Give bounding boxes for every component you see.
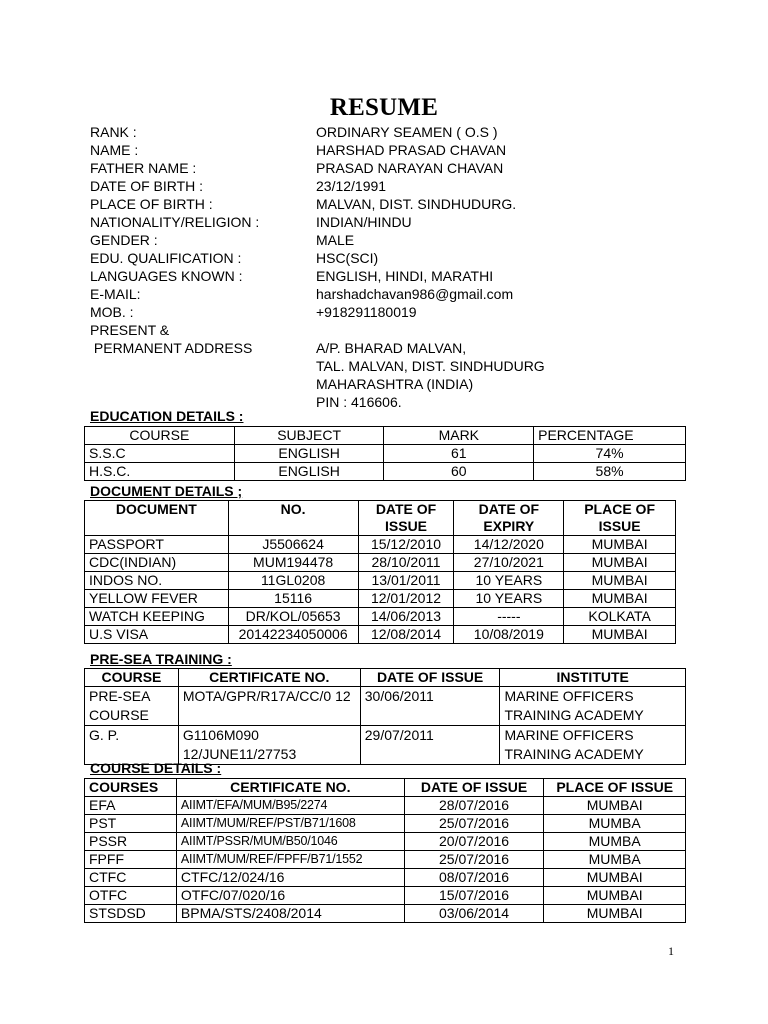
detail-row-qualification bbox=[90, 249, 710, 267]
table-cell: KOLKATA bbox=[564, 608, 676, 626]
detail-label: MOB. : bbox=[90, 304, 134, 320]
detail-value bbox=[316, 321, 710, 339]
column-header: CERTIFICATE NO. bbox=[176, 779, 404, 797]
table-cell: 27/10/2021 bbox=[454, 554, 564, 572]
detail-label: NAME : bbox=[90, 142, 139, 158]
table-cell: 12/08/2014 bbox=[358, 626, 454, 644]
page-number: 1 bbox=[668, 944, 674, 958]
table-cell: MUMBAI bbox=[564, 572, 676, 590]
table-cell: 11GL0208 bbox=[228, 572, 358, 590]
table-cell: BPMA/STS/2408/2014 bbox=[176, 905, 404, 923]
table-row bbox=[85, 687, 686, 726]
table-cell: MUMBAI bbox=[564, 536, 676, 554]
detail-row-address-2 bbox=[90, 357, 710, 375]
table-cell: MARINE OFFICERS TRAINING ACADEMY bbox=[500, 726, 686, 765]
table-cell: 15/12/2010 bbox=[358, 536, 454, 554]
table-cell: 58% bbox=[534, 463, 686, 481]
detail-row-gender bbox=[90, 231, 710, 249]
table-cell: AIIMT/PSSR/MUM/B50/1046 bbox=[176, 833, 404, 851]
table-cell: FPFF bbox=[85, 851, 177, 869]
table-cell: PSSR bbox=[85, 833, 177, 851]
table-row bbox=[85, 608, 676, 626]
document-heading: DOCUMENT DETAILS ; bbox=[90, 483, 243, 499]
table-cell: MUMBA bbox=[544, 833, 686, 851]
detail-value: INDIAN/HINDU bbox=[316, 214, 412, 230]
detail-label: PRESENT & bbox=[90, 322, 170, 338]
table-cell: MOTA/GPR/R17A/CC/0 12 bbox=[178, 687, 360, 726]
table-cell: 15116 bbox=[228, 590, 358, 608]
table-header-row bbox=[85, 501, 676, 536]
presea-heading: PRE-SEA TRAINING : bbox=[90, 651, 232, 667]
table-row bbox=[85, 869, 686, 887]
column-header: SUBJECT bbox=[234, 427, 384, 445]
table-cell: 25/07/2016 bbox=[404, 815, 544, 833]
table-cell: G1106M090 12/JUNE11/27753 bbox=[178, 726, 360, 765]
table-cell: AIIMT/MUM/REF/PST/B71/1608 bbox=[176, 815, 404, 833]
column-header: INSTITUTE bbox=[500, 669, 686, 687]
table-cell: PRE-SEA COURSE bbox=[85, 687, 179, 726]
table-cell: 14/12/2020 bbox=[454, 536, 564, 554]
table-cell: 13/01/2011 bbox=[358, 572, 454, 590]
column-header: COURSE bbox=[85, 669, 179, 687]
detail-label: E-MAIL: bbox=[90, 286, 141, 302]
table-cell: PST bbox=[85, 815, 177, 833]
detail-value: MALVAN, DIST. SINDHUDURG. bbox=[316, 196, 517, 212]
table-cell: MUMBA bbox=[544, 851, 686, 869]
table-row bbox=[85, 797, 686, 815]
course-table bbox=[84, 778, 686, 923]
detail-row-present bbox=[90, 321, 710, 339]
detail-row-name bbox=[90, 141, 710, 159]
table-cell: ----- bbox=[454, 608, 564, 626]
detail-row-address-3 bbox=[90, 375, 710, 393]
column-header: DATE OF EXPIRY bbox=[454, 501, 564, 536]
table-cell: MUMBAI bbox=[544, 887, 686, 905]
table-row bbox=[85, 463, 686, 481]
table-cell: 10 YEARS bbox=[454, 590, 564, 608]
detail-value: A/P. BHARAD MALVAN, bbox=[316, 340, 467, 356]
column-header: DATE OF ISSUE bbox=[404, 779, 544, 797]
table-cell: MUMBAI bbox=[564, 626, 676, 644]
column-header: DOCUMENT bbox=[85, 501, 229, 536]
table-cell: WATCH KEEPING bbox=[85, 608, 229, 626]
table-cell: 10/08/2019 bbox=[454, 626, 564, 644]
table-cell: ENGLISH bbox=[234, 445, 384, 463]
column-header: NO. bbox=[228, 501, 358, 536]
table-row bbox=[85, 833, 686, 851]
table-row bbox=[85, 590, 676, 608]
table-cell: 08/07/2016 bbox=[404, 869, 544, 887]
column-header: PLACE OF ISSUE bbox=[544, 779, 686, 797]
detail-value: MALE bbox=[316, 232, 355, 248]
detail-row-languages bbox=[90, 267, 710, 285]
detail-label bbox=[90, 357, 316, 375]
detail-row-email bbox=[90, 285, 710, 303]
column-header: PERCENTAGE bbox=[534, 427, 686, 445]
table-row bbox=[85, 572, 676, 590]
table-cell: MUMBAI bbox=[544, 905, 686, 923]
detail-value: TAL. MALVAN, DIST. SINDHUDURG bbox=[316, 358, 545, 374]
education-heading: EDUCATION DETAILS : bbox=[90, 408, 244, 424]
table-cell: 25/07/2016 bbox=[404, 851, 544, 869]
table-row bbox=[85, 887, 686, 905]
email-value[interactable]: harshadchavan986@gmail.com bbox=[316, 286, 514, 302]
detail-label: RANK : bbox=[90, 124, 137, 140]
table-header-row bbox=[85, 427, 686, 445]
detail-row-pob bbox=[90, 195, 710, 213]
table-cell: G. P. bbox=[85, 726, 179, 765]
column-header: CERTIFICATE NO. bbox=[178, 669, 360, 687]
table-cell: 03/06/2014 bbox=[404, 905, 544, 923]
table-cell: MUMBAI bbox=[544, 869, 686, 887]
table-cell: 20142234050006 bbox=[228, 626, 358, 644]
detail-label bbox=[90, 375, 316, 393]
table-cell: U.S VISA bbox=[85, 626, 229, 644]
education-table bbox=[84, 426, 686, 481]
column-header: PLACE OF ISSUE bbox=[564, 501, 676, 536]
column-header: DATE OF ISSUE bbox=[360, 669, 500, 687]
table-row bbox=[85, 626, 676, 644]
table-cell: MUM194478 bbox=[228, 554, 358, 572]
table-cell: AIIMT/EFA/MUM/B95/2274 bbox=[176, 797, 404, 815]
detail-label: PERMANENT ADDRESS bbox=[90, 340, 253, 356]
column-header: MARK bbox=[384, 427, 534, 445]
table-cell: 61 bbox=[384, 445, 534, 463]
table-cell: AIIMT/MUM/REF/FPFF/B71/1552 bbox=[176, 851, 404, 869]
detail-row-mobile bbox=[90, 303, 710, 321]
detail-row-address bbox=[90, 339, 710, 357]
table-cell: MUMBAI bbox=[544, 797, 686, 815]
table-cell: EFA bbox=[85, 797, 177, 815]
detail-label: LANGUAGES KNOWN : bbox=[90, 268, 243, 284]
table-cell: PASSPORT bbox=[85, 536, 229, 554]
resume-title: RESUME bbox=[329, 94, 439, 121]
table-cell: STSDSD bbox=[85, 905, 177, 923]
table-cell: H.S.C. bbox=[85, 463, 235, 481]
detail-row-rank bbox=[90, 123, 710, 141]
table-cell: 29/07/2011 bbox=[360, 726, 500, 765]
detail-value: PRASAD NARAYAN CHAVAN bbox=[316, 160, 504, 176]
document-table bbox=[84, 500, 676, 644]
table-cell: 15/07/2016 bbox=[404, 887, 544, 905]
detail-value: PIN : 416606. bbox=[316, 394, 402, 410]
personal-details bbox=[90, 123, 710, 411]
table-cell: CDC(INDIAN) bbox=[85, 554, 229, 572]
table-header-row bbox=[85, 779, 686, 797]
table-cell: DR/KOL/05653 bbox=[228, 608, 358, 626]
detail-label: EDU. QUALIFICATION : bbox=[90, 250, 242, 266]
table-row bbox=[85, 851, 686, 869]
detail-label: PLACE OF BIRTH : bbox=[90, 196, 213, 212]
detail-value: 23/12/1991 bbox=[316, 178, 387, 194]
column-header: COURSES bbox=[85, 779, 177, 797]
detail-value: HARSHAD PRASAD CHAVAN bbox=[316, 142, 507, 158]
table-cell: 60 bbox=[384, 463, 534, 481]
detail-label: GENDER : bbox=[90, 232, 158, 248]
table-row bbox=[85, 536, 676, 554]
detail-value: +918291180019 bbox=[316, 304, 417, 320]
column-header: COURSE bbox=[85, 427, 235, 445]
detail-label: FATHER NAME : bbox=[90, 160, 197, 176]
table-cell: 10 YEARS bbox=[454, 572, 564, 590]
table-cell: ENGLISH bbox=[234, 463, 384, 481]
table-cell: CTFC bbox=[85, 869, 177, 887]
table-cell: MUMBAI bbox=[564, 554, 676, 572]
detail-value: HSC(SCI) bbox=[316, 250, 379, 266]
detail-row-dob bbox=[90, 177, 710, 195]
table-cell: INDOS NO. bbox=[85, 572, 229, 590]
table-cell: S.S.C bbox=[85, 445, 235, 463]
table-row bbox=[85, 905, 686, 923]
detail-value: ORDINARY SEAMEN ( O.S ) bbox=[316, 124, 498, 140]
table-cell: MARINE OFFICERS TRAINING ACADEMY bbox=[500, 687, 686, 726]
detail-value: MAHARASHTRA (INDIA) bbox=[316, 376, 474, 392]
column-header: DATE OF ISSUE bbox=[358, 501, 454, 536]
detail-row-father-name bbox=[90, 159, 710, 177]
detail-row-nationality bbox=[90, 213, 710, 231]
detail-label: DATE OF BIRTH : bbox=[90, 178, 204, 194]
detail-label: NATIONALITY/RELIGION : bbox=[90, 214, 260, 230]
table-cell: MUMBA bbox=[544, 815, 686, 833]
table-cell: 28/10/2011 bbox=[358, 554, 454, 572]
table-cell: 28/07/2016 bbox=[404, 797, 544, 815]
table-cell: OTFC bbox=[85, 887, 177, 905]
detail-value: ENGLISH, HINDI, MARATHI bbox=[316, 268, 494, 284]
course-heading: COURSE DETAILS : bbox=[90, 760, 222, 776]
table-row bbox=[85, 726, 686, 765]
table-cell: 30/06/2011 bbox=[360, 687, 500, 726]
table-cell: 14/06/2013 bbox=[358, 608, 454, 626]
table-cell: 74% bbox=[534, 445, 686, 463]
table-header-row bbox=[85, 669, 686, 687]
table-row bbox=[85, 554, 676, 572]
table-cell: 20/07/2016 bbox=[404, 833, 544, 851]
table-cell: OTFC/07/020/16 bbox=[176, 887, 404, 905]
table-cell: J5506624 bbox=[228, 536, 358, 554]
presea-table bbox=[84, 668, 686, 765]
table-cell: CTFC/12/024/16 bbox=[176, 869, 404, 887]
table-row bbox=[85, 445, 686, 463]
table-cell: YELLOW FEVER bbox=[85, 590, 229, 608]
table-cell: MUMBAI bbox=[564, 590, 676, 608]
table-cell: 12/01/2012 bbox=[358, 590, 454, 608]
table-row bbox=[85, 815, 686, 833]
